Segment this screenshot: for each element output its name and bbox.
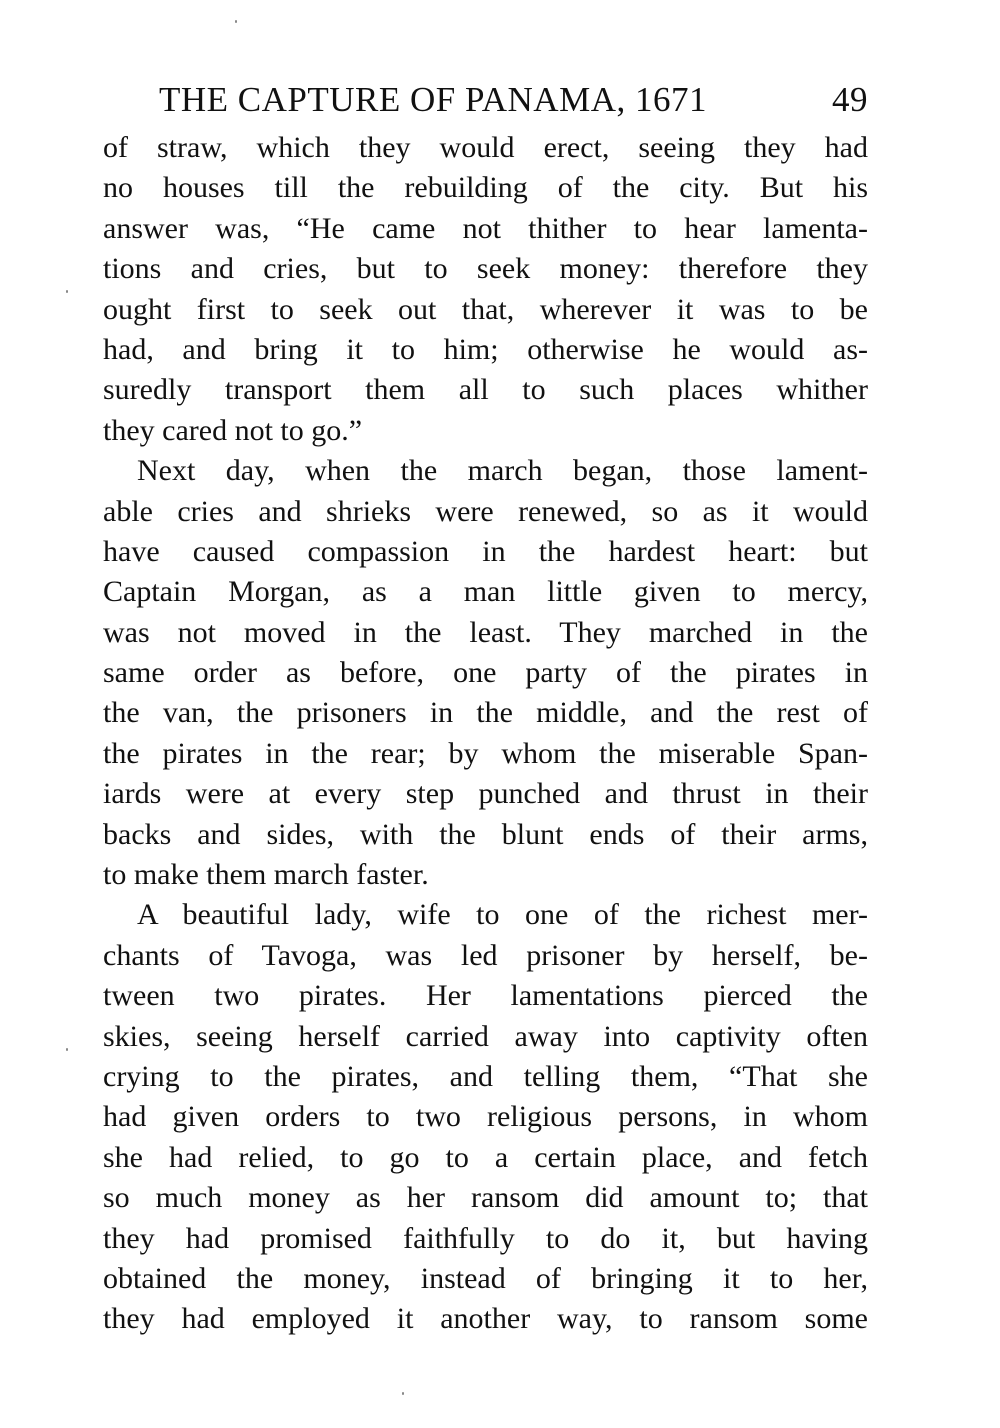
text-line: same order as before, one party of the pirates in (103, 656, 868, 690)
text-line: tions and cries, but to seek money: therefore they (103, 252, 868, 286)
text-line: iards were at every step punched and thrust in their (103, 777, 868, 811)
text-line: they had employed it another way, to ransom some (103, 1302, 868, 1336)
scan-speck (235, 20, 237, 23)
text-line: to make them march faster. (103, 858, 429, 892)
page-number: 49 (832, 80, 868, 119)
book-page (103, 72, 868, 1340)
running-head (159, 72, 868, 128)
text-line: of straw, which they would erect, seeing they had (103, 131, 868, 164)
text-line: able cries and shrieks were renewed, so as it would (103, 494, 868, 528)
text-line: backs and sides, with the blunt ends of their arms, (103, 817, 868, 851)
text-line: skies, seeing herself carried away into captivity often (103, 1019, 868, 1053)
text-line: have caused compassion in the hardest heart: but (103, 534, 868, 568)
text-line: answer was, “He came not thither to hear lamenta- (103, 211, 868, 245)
text-line: they cared not to go.” (103, 413, 363, 447)
scan-speck (66, 290, 68, 293)
chapter-title: THE CAPTURE OF PANAMA, 1671 (159, 80, 707, 119)
text-line: was not moved in the least. They marched in the (103, 615, 868, 649)
paragraph-2 (103, 451, 868, 895)
text-line: had, and bring it to him; otherwise he would as- (103, 332, 868, 366)
scan-speck (66, 1048, 68, 1051)
text-line: tween two pirates. Her lamentations pierced the (103, 979, 868, 1013)
paragraph-1 (103, 128, 868, 451)
text-line: had given orders to two religious persons, in whom (103, 1100, 868, 1134)
text-line: obtained the money, instead of bringing it to her, (103, 1261, 868, 1295)
text-line: no houses till the rebuilding of the city. But his (103, 171, 868, 205)
text-line: they had promised faithfully to do it, but having (103, 1221, 868, 1255)
text-line: A beautiful lady, wife to one of the richest mer- (137, 898, 868, 932)
scan-speck (402, 1392, 404, 1395)
text-line: she had relied, to go to a certain place, and fetch (103, 1140, 868, 1174)
text-line: chants of Tavoga, was led prisoner by herself, be- (103, 938, 868, 972)
paragraph-3 (103, 895, 868, 1339)
text-line: ought first to seek out that, wherever it was to be (103, 292, 868, 326)
text-line: crying to the pirates, and telling them, “That she (103, 1059, 868, 1093)
text-line: the van, the prisoners in the middle, and the rest of (103, 696, 868, 730)
text-line: suredly transport them all to such places whither (103, 373, 868, 407)
text-line: Captain Morgan, as a man little given to mercy, (103, 575, 868, 609)
text-line: the pirates in the rear; by whom the miserable Span- (103, 736, 868, 770)
text-line: so much money as her ransom did amount to; that (103, 1181, 868, 1215)
text-line: Next day, when the march began, those lament- (137, 454, 868, 488)
